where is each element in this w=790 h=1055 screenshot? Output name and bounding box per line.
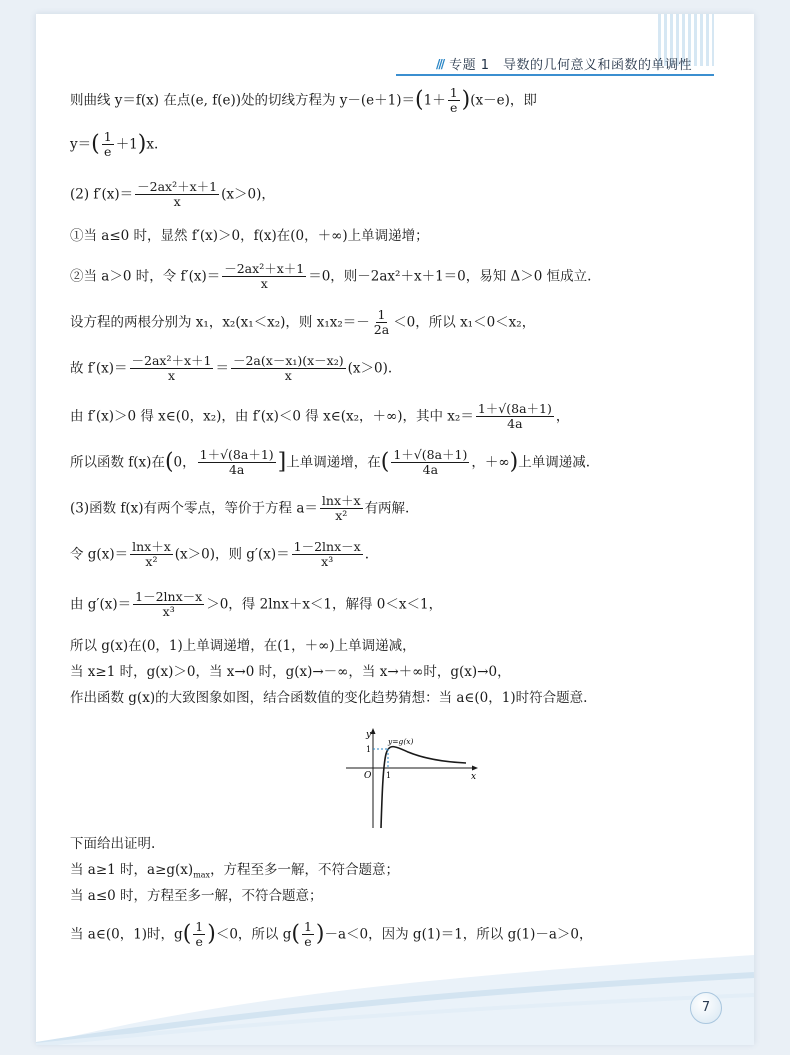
fraction: $\frac{\text{－2a(x－x₁)(x－x₂)}}{x}$ xyxy=(232,353,344,384)
text: 由 f′(x)＞0 得 x∈(0，x₂)，由 f′(x)＜0 得 x∈(x₂，＋∞)，其中 x₂＝ xyxy=(70,408,474,425)
y-axis-arrow xyxy=(371,728,376,734)
text: ②当 a＞0 时，令 f′(x)＝ xyxy=(70,268,221,285)
text: (x＞0)， xyxy=(221,186,275,203)
text: (2) f′(x)＝ xyxy=(70,186,134,203)
fraction: $\frac{1+√(8a+1)}{4a}$ xyxy=(477,401,552,432)
subscript: max xyxy=(193,870,211,880)
fraction: $\frac{1}{e}$ xyxy=(449,85,458,116)
fraction: $\frac{\text{－2ax²＋x＋1}}{x}$ xyxy=(224,261,305,292)
fraction: $\frac{1-2\ln x-x}{\text{x³}}$ xyxy=(135,589,203,620)
text: (x＞0). xyxy=(347,360,393,377)
fraction: $\frac{\ln x+x}{\text{x²}}$ xyxy=(132,539,171,570)
text: ，方程至多一解，不符合题意； xyxy=(210,862,400,878)
text: 由 g′(x)＝ xyxy=(70,596,132,613)
text: y＝ xyxy=(70,136,92,153)
fraction: $\frac{1}{2a}$ xyxy=(373,307,390,338)
text: ， xyxy=(555,408,570,425)
text-line xyxy=(70,308,535,338)
text: 设方程的两根分别为 x₁，x₂(x₁＜x₂)，则 x₁x₂＝－ xyxy=(70,314,370,331)
y-tick-1-label: 1 xyxy=(366,745,372,754)
text-line xyxy=(70,180,275,210)
fraction: $\frac{1}{e}$ xyxy=(103,129,112,160)
text: 当 a≤0 时，方程至多一解，不符合题意； xyxy=(70,888,323,904)
text: 上单调递增，在 xyxy=(286,454,381,471)
fraction: $\frac{\text{－2ax²＋x＋1}}{x}$ xyxy=(131,353,212,384)
text-line xyxy=(70,494,409,524)
text: 当 x≥1 时，g(x)＞0，当 x→0 时，g(x)→－∞，当 x→＋∞时，g(x)→0， xyxy=(70,664,511,680)
header-title: 专题 1 导数的几何意义和函数的单调性 xyxy=(449,58,692,73)
text: 当 a∈(0，1)时，g xyxy=(70,926,183,943)
text: 所以 g(x)在(0，1)上单调递增，在(1，＋∞)上单调递减， xyxy=(70,638,416,654)
text: ＋1 xyxy=(115,136,138,153)
function-graph xyxy=(340,726,485,830)
fraction: $\frac{1}{e}$ xyxy=(303,919,312,950)
text-line xyxy=(70,590,442,620)
text-line: y＝( $\frac{1}{e}$ ＋1)x. xyxy=(70,129,159,160)
text: ＝0，则－2ax²＋x＋1＝0，易知 Δ＞0 恒成立. xyxy=(308,268,592,285)
text-line xyxy=(70,354,392,384)
text: ＜0，所以 x₁＜0＜x₂， xyxy=(393,314,536,331)
text: 下面给出证明. xyxy=(70,836,156,852)
x-axis-arrow xyxy=(472,766,478,771)
text: ＝ xyxy=(215,360,229,377)
origin-label: O xyxy=(364,771,372,781)
text: －a＜0，因为 g(1)＝1，所以 g(1)－a＞0， xyxy=(324,926,593,943)
text: 故 f′(x)＝ xyxy=(70,360,128,377)
text: 当 a≥1 时，a≥g(x) xyxy=(70,862,194,878)
text: (x－e)，即 xyxy=(470,92,537,109)
fraction: $\frac{1}{e}$ xyxy=(195,919,204,950)
footer-wave-decoration xyxy=(36,935,754,1045)
text: 上单调递减. xyxy=(518,454,591,471)
paren-left: ( xyxy=(415,87,424,113)
header-rule xyxy=(396,74,714,76)
fraction: $\frac{1+√(8a+1)}{4a}$ xyxy=(199,447,274,478)
text: 0， xyxy=(173,454,196,471)
text: . xyxy=(364,546,369,563)
fraction: $\frac{\ln x+x}{\text{x²}}$ xyxy=(321,493,361,524)
page-number: 7 xyxy=(690,992,722,1024)
curve-g xyxy=(381,747,466,828)
text: 则曲线 y＝f(x) 在点(e, f(e))处的切线方程为 y－(e＋1)＝ xyxy=(70,92,416,109)
text: 作出函数 g(x)的大致图象如图，结合函数值的变化趋势猜想：当 a∈(0，1)时符合题意. xyxy=(70,690,588,706)
text: (x＞0)，则 g′(x)＝ xyxy=(174,546,290,563)
curve-label: y=g(x) xyxy=(388,737,414,746)
text-line xyxy=(70,836,155,854)
x-axis-label: x xyxy=(471,772,477,782)
text-line xyxy=(70,540,369,570)
text-line xyxy=(70,228,429,246)
text: x. xyxy=(146,136,159,153)
text-line xyxy=(70,690,587,708)
text: 令 g(x)＝ xyxy=(70,546,129,563)
text-line xyxy=(70,402,569,432)
paren-right: ) xyxy=(461,87,471,113)
fraction: $\frac{1+√(8a+1)}{4a}$ xyxy=(393,447,468,478)
text-line xyxy=(70,888,323,906)
running-header xyxy=(436,54,692,73)
text: ①当 a≤0 时，显然 f′(x)＞0，f(x)在(0，＋∞)上单调递增； xyxy=(70,228,429,244)
text: ＜0，所以 g xyxy=(215,926,292,943)
text: ＞0，得 2lnx＋x＜1，解得 0＜x＜1， xyxy=(206,596,443,613)
text-line xyxy=(70,86,537,116)
text-line xyxy=(70,862,399,881)
text: 有两解. xyxy=(364,500,410,517)
text-line xyxy=(70,664,511,682)
text: 1＋ xyxy=(423,92,446,109)
text-line xyxy=(70,638,416,656)
y-axis-label: y xyxy=(366,730,372,740)
text-line xyxy=(70,262,591,292)
header-stripe-icon: /// xyxy=(435,56,444,71)
fraction: $\frac{\text{－2ax²＋x＋1}}{x}$ xyxy=(137,179,218,210)
text-line: 当 a∈(0，1)时，g( $\frac{1}{e}$ )＜0，所以 g( $\frac{1}{e}$ )－a＜0，因为 g(1)＝1，所以 g(1)－a＞0， xyxy=(70,919,593,950)
text: ，＋∞ xyxy=(471,454,510,471)
text: 所以函数 f(x)在 xyxy=(70,454,165,471)
text-line: 所以函数 f(x)在(0， $\frac{1+√(8a+1)}{4a}$ ]上单调递增，在( $\frac{1+√(8a+1)}{4a}$ ，＋∞)上单调递减. xyxy=(70,447,591,478)
x-tick-1-label: 1 xyxy=(386,771,392,780)
fraction: $\frac{1-2\ln x-x}{\text{x³}}$ xyxy=(293,539,361,570)
text: (3)函数 f(x)有两个零点，等价于方程 a＝ xyxy=(70,500,318,517)
